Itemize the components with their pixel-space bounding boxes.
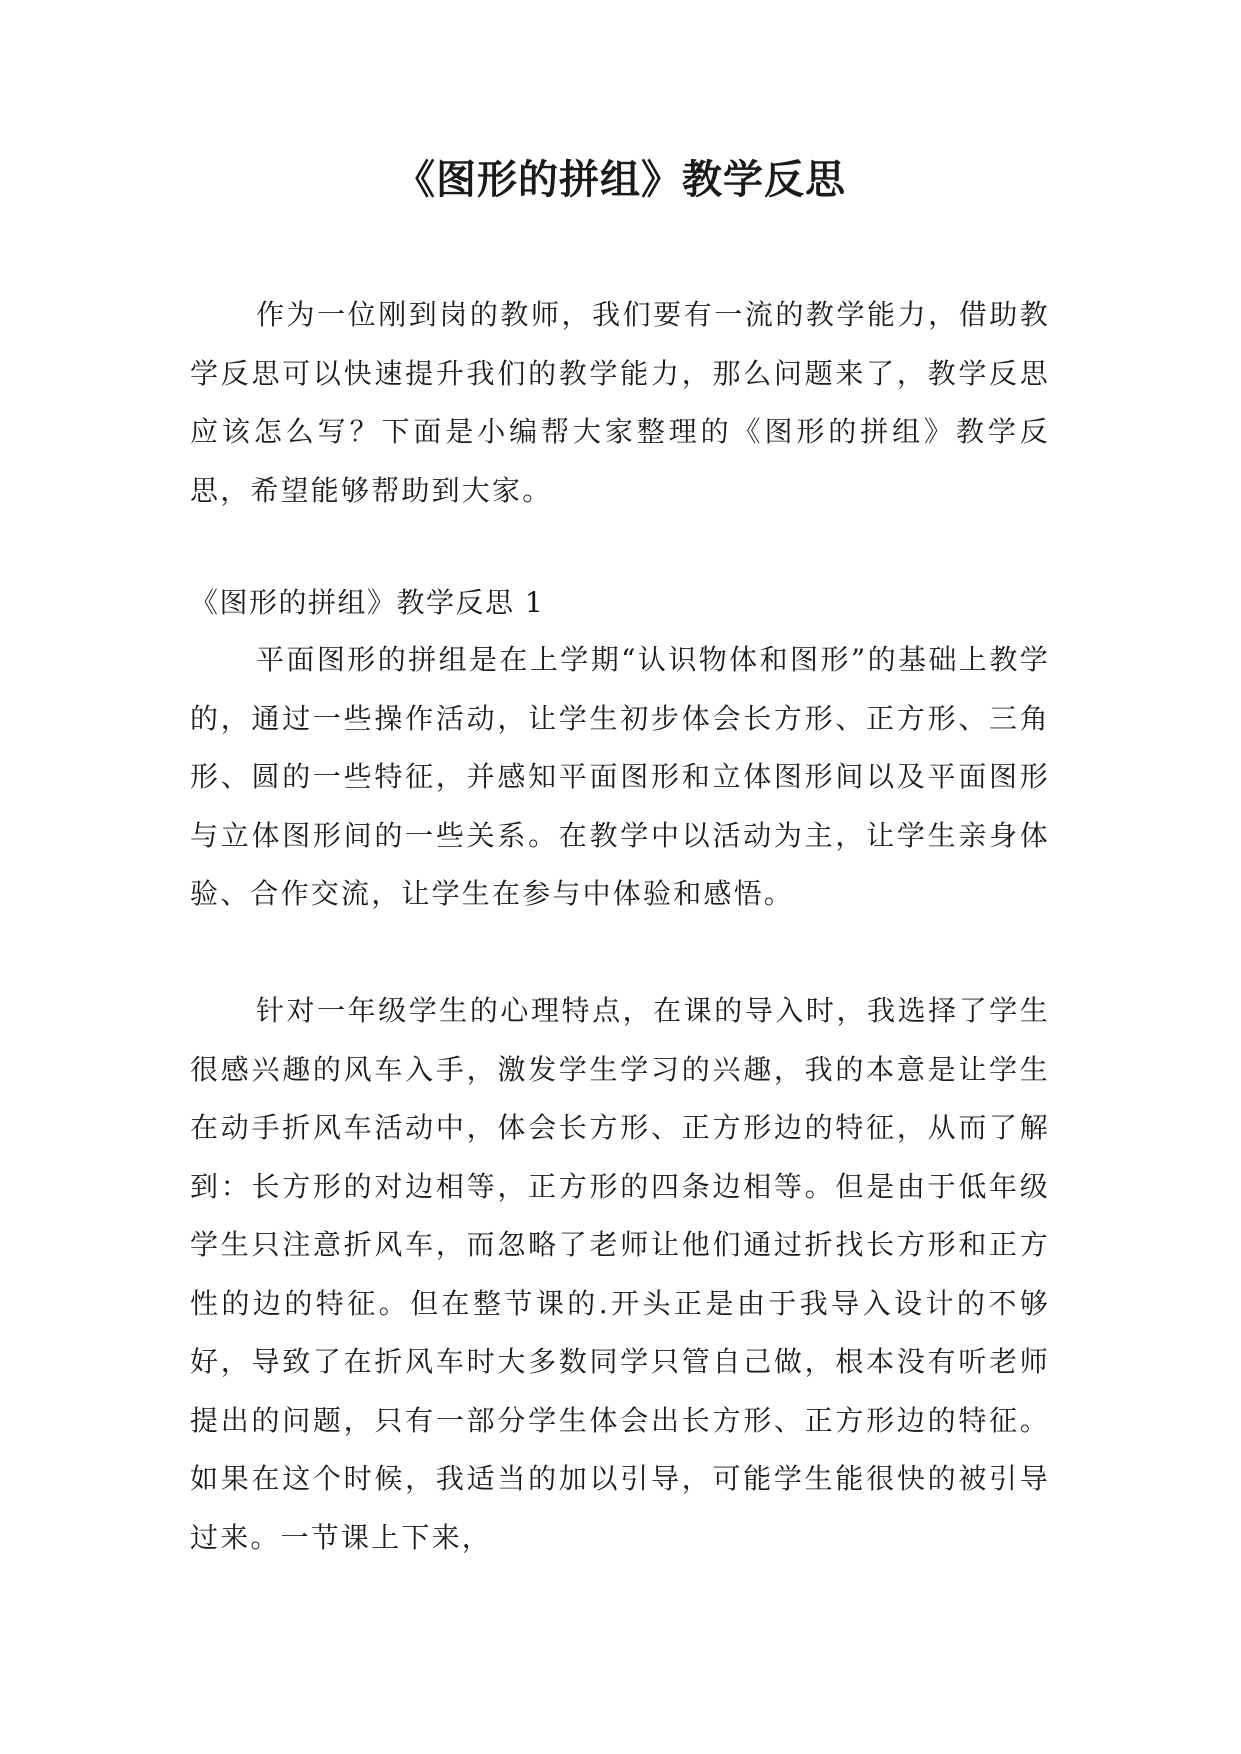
document-title: 《图形的拼组》教学反思 [395,157,846,203]
section-heading: 《图形的拼组》教学反思 1 [190,586,545,619]
body-paragraph-2: 针对一年级学生的心理特点，在课的导入时，我选择了学生很感兴趣的风车入手，激发学生学习的兴趣，我的本意是让学生在动手折风车活动中，体会长方形、正方形边的特征，从而了解到：长方形的对边相等，正方形的四条边相等。但是由于低年级学生只注意折风车，而忽略了老师让他们通过折找长方形和正方性的边的特征。但在整节课的.开头正是由于我导入设计的不够好，导致了在折风车时大多数同学只管自己做，根本没有听老师提出的问题，只有一部分学生体会出长方形、正方形边的特征。如果在这个时候，我适当的加以引导，可能学生能很快的被引导过来。一节课上下来， [190,994,1050,1554]
body-paragraph-1: 平面图形的拼组是在上学期“认识物体和图形”的基础上教学的，通过一些操作活动，让学生初步体会长方形、正方形、三角形、圆的一些特征，并感知平面图形和立体图形间以及平面图形与立体图形间的一些关系。在教学中以活动为主，让学生亲身体验、合作交流，让学生在参与中体验和感悟。 [190,643,1050,910]
intro-paragraph: 作为一位刚到岗的教师，我们要有一流的教学能力，借助教学反思可以快速提升我们的教学能力，那么问题来了，教学反思应该怎么写？下面是小编帮大家整理的《图形的拼组》教学反思，希望能够帮助到大家。 [190,298,1050,507]
